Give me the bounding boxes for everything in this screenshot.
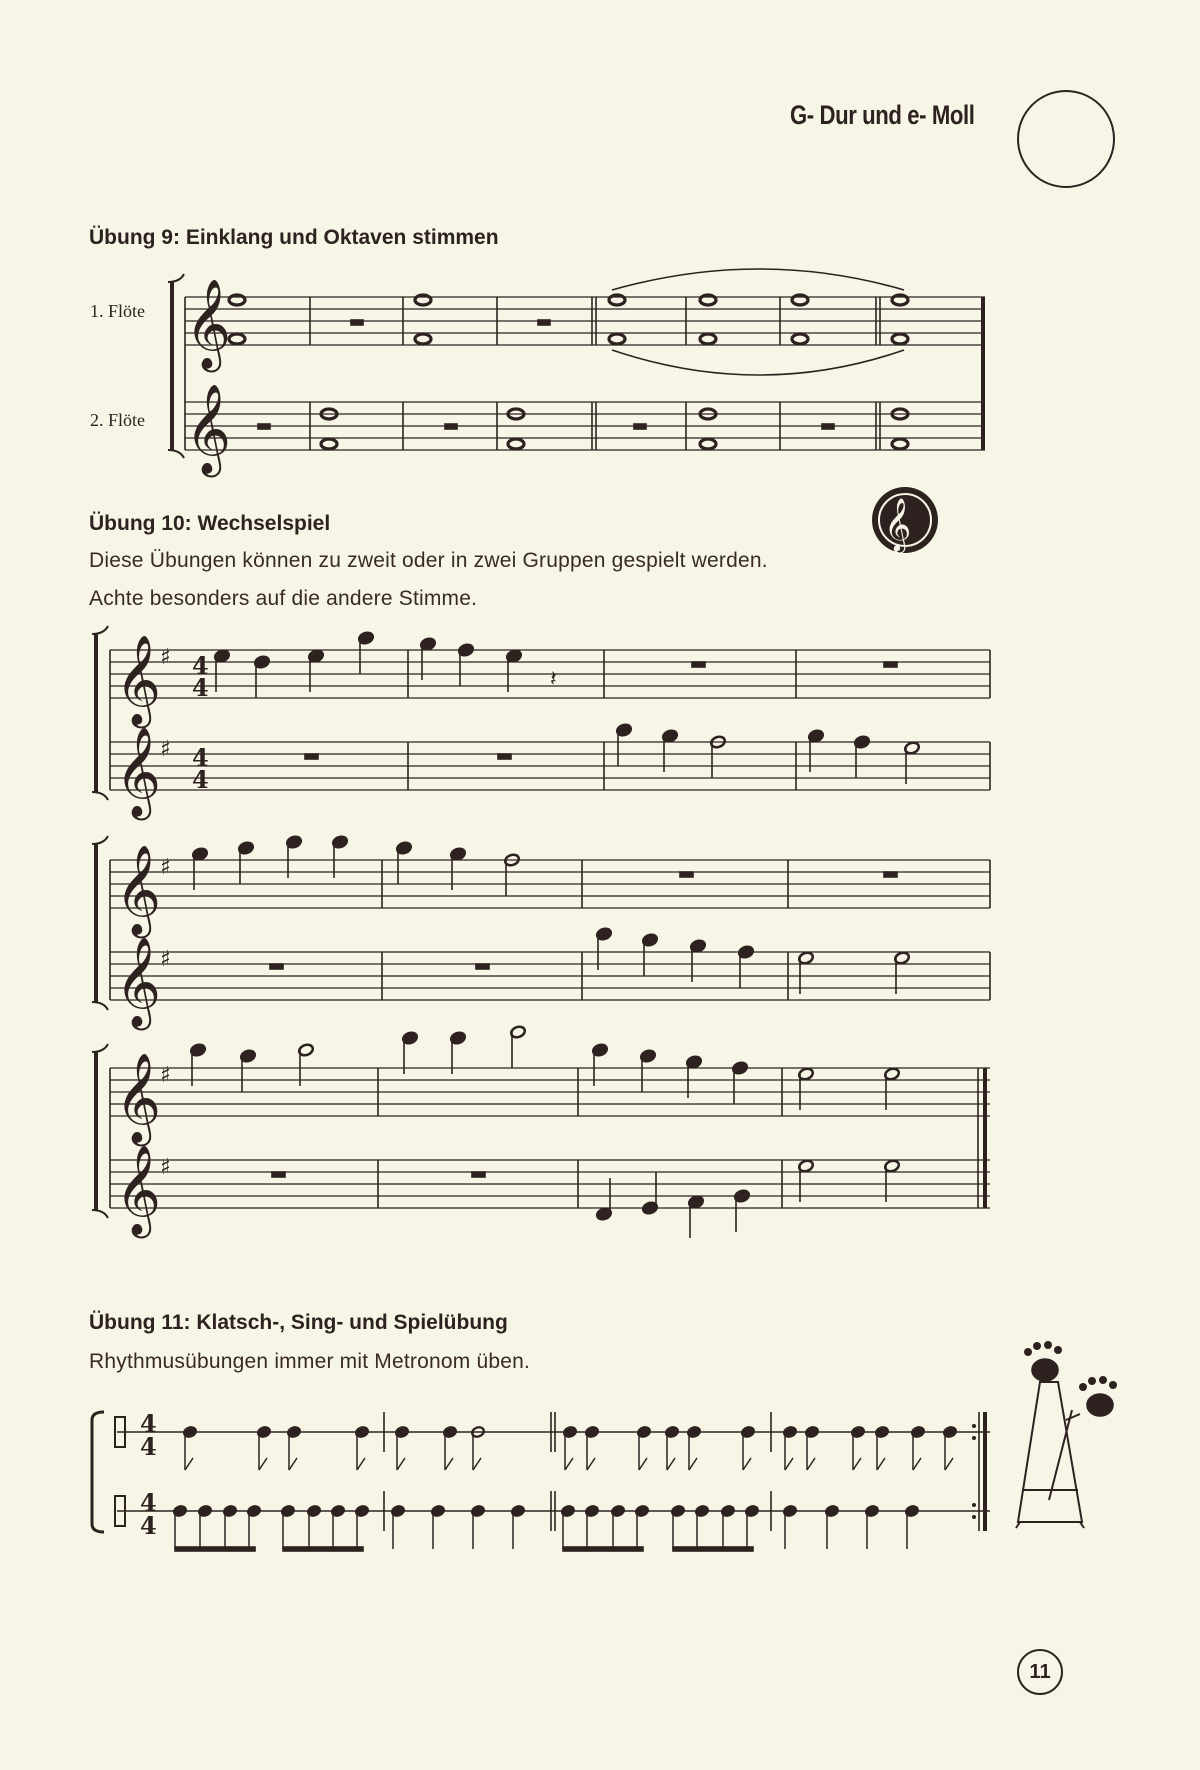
exercise10-instruction-2: Achte besonders auf die andere Stimme. xyxy=(89,587,478,610)
exercise9-heading: Übung 9: Einklang und Oktaven stimmen xyxy=(89,226,499,249)
flag xyxy=(259,1458,267,1470)
treble-clef-icon: 𝄞 xyxy=(115,727,162,817)
metronome-icon xyxy=(1016,1382,1084,1528)
treble-clef-icon: 𝄞 xyxy=(115,845,162,935)
whole-rest xyxy=(272,1172,285,1177)
treble-clef-icon: 𝄞 xyxy=(115,635,162,725)
time-signature: 4 xyxy=(192,651,209,680)
svg-text:𝄞: 𝄞 xyxy=(884,497,912,551)
flag xyxy=(743,1458,751,1470)
beam xyxy=(563,1547,643,1551)
system-bracket xyxy=(92,1210,108,1218)
treble-clef-icon: 𝄞 xyxy=(115,1145,162,1235)
treble-clef-icon: 𝄞 xyxy=(115,937,162,1027)
whole-rest xyxy=(884,662,897,667)
flag xyxy=(587,1458,595,1470)
flag xyxy=(357,1458,365,1470)
exercise9-score xyxy=(168,269,985,478)
page-number: 11 xyxy=(1017,1649,1063,1695)
sharp-icon: ♯ xyxy=(160,737,171,762)
time-signature: 4 xyxy=(192,743,209,772)
time-signature: 4 xyxy=(192,673,209,702)
flag xyxy=(445,1458,453,1470)
flag xyxy=(945,1458,953,1470)
whole-rest xyxy=(476,964,489,969)
beam xyxy=(175,1547,255,1551)
flag xyxy=(853,1458,861,1470)
part-label-flute2: 2. Flöte xyxy=(90,410,146,430)
system-bracket xyxy=(92,1002,108,1010)
sharp-icon: ♯ xyxy=(160,1155,171,1180)
treble-clef-icon: 𝄞 xyxy=(115,1053,162,1143)
ex10-system-1 xyxy=(92,626,990,821)
flag xyxy=(397,1458,405,1470)
exercise10-instruction-1: Diese Übungen können zu zweit oder in zwei Gruppen gespielt werden. xyxy=(89,549,768,572)
treble-clef-icon: 𝄞 xyxy=(185,384,232,474)
flag xyxy=(639,1458,647,1470)
whole-rest xyxy=(305,754,318,759)
exercise11-score xyxy=(92,1409,990,1551)
sharp-icon: ♯ xyxy=(160,645,171,670)
sharp-icon: ♯ xyxy=(160,947,171,972)
flag xyxy=(689,1458,697,1470)
svg-text:4: 4 xyxy=(140,1409,157,1438)
exercise11-heading: Übung 11: Klatsch-, Sing- und Spielübung xyxy=(89,1311,508,1334)
flag xyxy=(877,1458,885,1470)
whole-rest xyxy=(692,662,705,667)
whole-rest xyxy=(270,964,283,969)
flag xyxy=(913,1458,921,1470)
system-bracket xyxy=(92,626,108,634)
exercise11-instruction: Rhythmusübungen immer mit Metronom üben. xyxy=(89,1350,531,1373)
whole-rest xyxy=(472,1172,485,1177)
whole-rest xyxy=(680,872,693,877)
ex10-system-3 xyxy=(92,1025,990,1239)
system-bracket xyxy=(92,792,108,800)
svg-text:4: 4 xyxy=(140,1511,157,1540)
system-bracket xyxy=(92,836,108,844)
system-bracket xyxy=(92,1044,108,1052)
bear-paw-icon xyxy=(1024,1341,1117,1416)
part-label-flute1: 1. Flöte xyxy=(90,301,146,321)
exercise10-heading: Übung 10: Wechselspiel xyxy=(89,512,331,535)
ex10-system-2 xyxy=(92,835,990,1031)
whole-rest xyxy=(884,872,897,877)
svg-text:4: 4 xyxy=(140,1488,157,1517)
treble-clef-icon: 𝄞 xyxy=(185,279,232,369)
beam xyxy=(283,1547,363,1551)
quarter-rest-icon: 𝄽 xyxy=(550,667,557,692)
treble-clef-logo-icon xyxy=(872,487,938,553)
flag xyxy=(289,1458,297,1470)
flag xyxy=(807,1458,815,1470)
whole-rest xyxy=(498,754,511,759)
exercise10-score xyxy=(92,626,990,1239)
flag xyxy=(473,1458,481,1470)
time-signature: 4 xyxy=(192,765,209,794)
flag xyxy=(785,1458,793,1470)
sharp-icon: ♯ xyxy=(160,855,171,880)
sharp-icon: ♯ xyxy=(160,1063,171,1088)
flag xyxy=(667,1458,675,1470)
page-title: G- Dur und e- Moll xyxy=(790,100,975,130)
flag xyxy=(565,1458,573,1470)
flag xyxy=(185,1458,193,1470)
beam xyxy=(673,1547,753,1551)
svg-text:4: 4 xyxy=(140,1432,157,1461)
